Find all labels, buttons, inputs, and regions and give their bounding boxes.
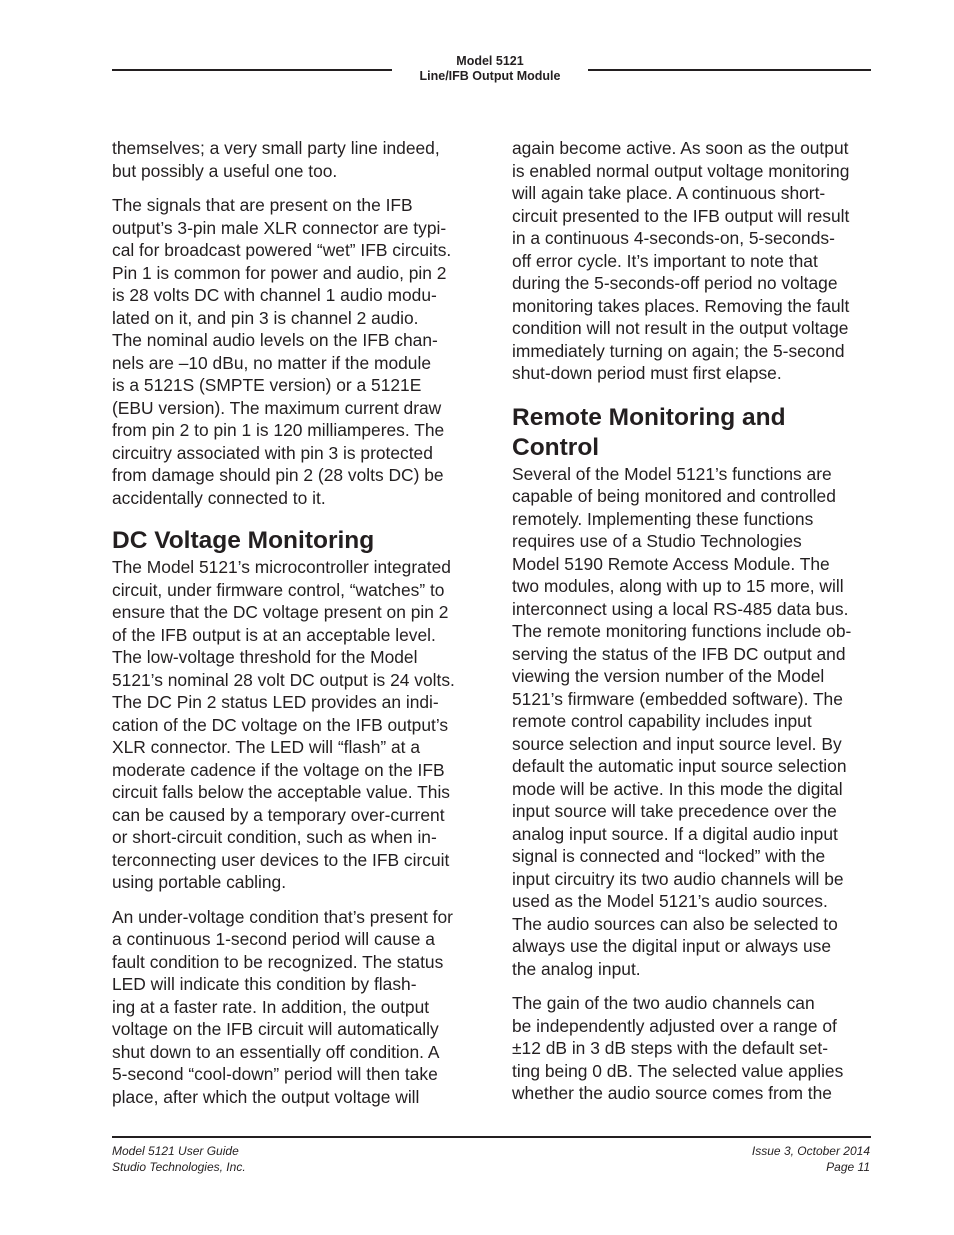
paragraph: The Model 5121’s microcontroller integrated circuit, under firmware control, “watches” to ensure that the DC voltage present on pin 2 of the IFB output is at an acceptable level. The low-voltage threshold for the Model 5121’s nominal 28 volt DC output is 24 volts. The DC Pin 2 status LED provides an indi- cation of the DC voltage on the IFB output’s XLR connector. The LED will “flash” at a moderate cadence if the voltage on the IFB circuit falls below the acceptable value. This can be caused by a temporary over-current or short-circuit condition, such as when in- terconnecting user devices to the IFB circuit using portable cabling. (112, 557, 455, 892)
header-rule-right (588, 69, 871, 71)
running-header (392, 54, 588, 84)
right-column (512, 137, 882, 1117)
page-number: Page 11 (826, 1159, 870, 1174)
footer-rule (112, 1136, 871, 1138)
footer-guide-title: Model 5121 User Guide (112, 1144, 239, 1158)
header-rule-left (112, 69, 392, 71)
header-model: Model 5121 (456, 54, 524, 68)
paragraph: The signals that are present on the IFB output’s 3-pin male XLR connector are typi- cal for broadcast powered “wet” IFB circuits. Pin 1 is common for power and audio, pin 2 is 28 volts DC with channel 1 audio modu- lated on it, and pin 3 is channel 2 audio. The nominal audio levels on the IFB chan- nels are –10 dBu, no matter if the module is a 5121S (SMPTE version) or a 5121E (EBU version). The maximum current draw from pin 2 to pin 1 is 120 milliamperes. The circuitry associated with pin 3 is protected from damage should pin 2 (28 volts DC) be accidentally connected to it. (112, 195, 452, 508)
paragraph: again become active. As soon as the output is enabled normal output voltage monitoring will again take place. A continuous short- circuit presented to the IFB output will result in a continuous 4-seconds-on, 5-seconds- off error cycle. It’s important to note that during the 5-seconds-off period no voltage monitoring takes places. Removing the fault condition will not result in the output voltage immediately turning on again; the 5-second shut-down period must first elapse. (512, 138, 850, 383)
footer-company: Studio Technologies, Inc. (112, 1159, 246, 1174)
paragraph: Several of the Model 5121’s functions are capable of being monitored and controlled remotely. Implementing these functions requires use of a Studio Technologies Model 5190 Remote Access Module. The two modules, along with up to 15 more, will interconnect using a local RS-485 data bus. The remote monitoring functions include ob- serving the status of the IFB DC output and viewing the version number of the Model 5121’s firmware (embedded software). The remote control capability includes input source selection and input source level. By default the automatic input source selection mode will be active. In this mode the digital input source will take precedence over the analog input source. If a digital audio input signal is connected and “locked” with the input circuitry its two audio channels will be used as the Model 5121’s audio sources. The audio sources can also be selected to always use the digital input or always use the analog input. (512, 463, 852, 979)
footer-right (752, 1144, 870, 1175)
footer-left (112, 1144, 246, 1175)
footer-issue: Issue 3, October 2014 (751, 1144, 870, 1158)
paragraph: An under-voltage condition that’s present for a continuous 1-second period will cause a fault condition to be recognized. The status LED will indicate this condition by flash- ing at a faster rate. In addition, the output voltage on the IFB circuit will automatically shut down to an essentially off condition. A 5-second “cool-down” period will then take place, after which the output voltage will (112, 906, 453, 1107)
paragraph: The gain of the two audio channels can be independently adjusted over a range of ±12 dB in 3 dB steps with the default set- ting being 0 dB. The selected value applies whether the audio source comes from the (512, 993, 844, 1103)
section-heading-remote-monitoring: Remote Monitoring and Control (512, 403, 786, 461)
paragraph: themselves; a very small party line indeed, but possibly a useful one too. (112, 138, 440, 181)
section-heading-dc-voltage: DC Voltage Monitoring (112, 527, 375, 554)
left-column (112, 137, 482, 1120)
header-product: Line/IFB Output Module (419, 69, 561, 83)
